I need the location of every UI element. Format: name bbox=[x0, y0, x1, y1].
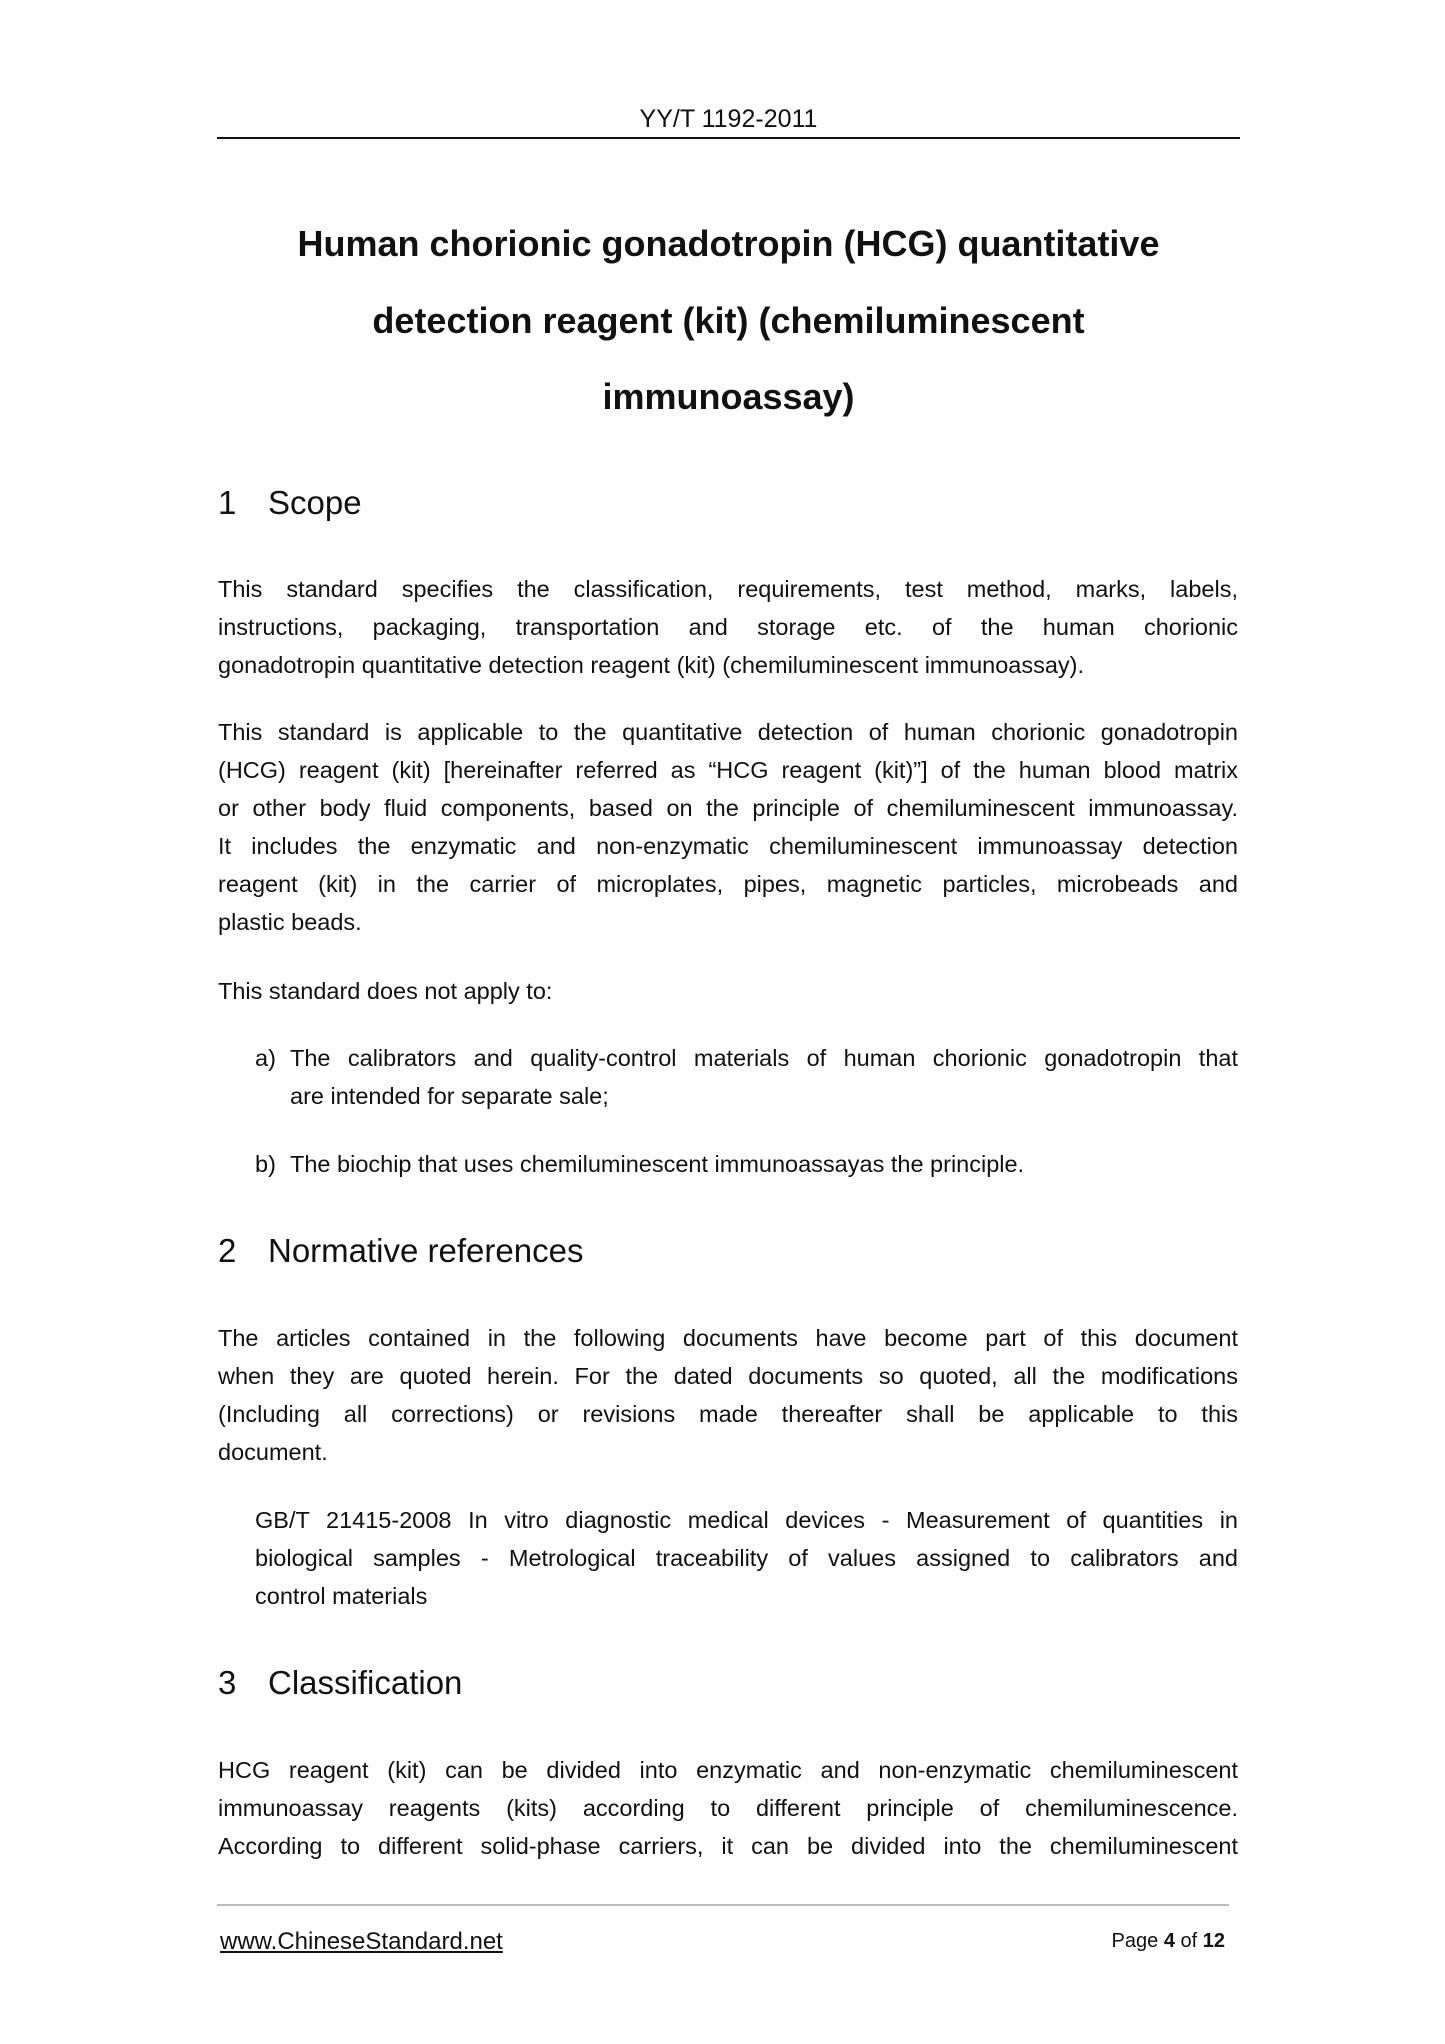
scope-paragraph-2 bbox=[218, 713, 1238, 941]
text-line: (Including all corrections) or revisions made thereafter shall be applicable to this bbox=[218, 1401, 1238, 1427]
section-number: 2 bbox=[218, 1232, 237, 1269]
text-line: immunoassay reagents (kits) according to different principle of chemiluminescence. bbox=[218, 1795, 1238, 1821]
reference-gbt-21415 bbox=[255, 1501, 1238, 1615]
exclusion-item-a bbox=[255, 1039, 1238, 1115]
text-line: This standard does not apply to: bbox=[218, 978, 553, 1004]
header-doc-id: YY/T 1192-2011 bbox=[639, 105, 818, 133]
total-pages: 12 bbox=[1202, 1930, 1225, 1952]
document-title-line-3: immunoassay) bbox=[602, 376, 855, 417]
text-line: document. bbox=[218, 1439, 328, 1465]
text-line: when they are quoted herein. For the dated documents so quoted, all the modifications bbox=[218, 1363, 1238, 1389]
text-line: plastic beads. bbox=[218, 909, 362, 935]
page-indicator bbox=[1112, 1930, 1225, 1953]
section-heading-classification bbox=[218, 1663, 462, 1703]
section-heading-normative-references bbox=[218, 1231, 583, 1271]
of-word: of bbox=[1180, 1930, 1198, 1952]
text-line: reagent (kit) in the carrier of microplates, pipes, magnetic particles, microbeads and bbox=[218, 871, 1238, 897]
classification-paragraph bbox=[218, 1751, 1238, 1865]
section-number: 1 bbox=[218, 484, 237, 521]
text-line: The articles contained in the following documents have become part of this document bbox=[218, 1325, 1238, 1351]
section-title: Normative references bbox=[268, 1232, 584, 1269]
list-marker: b) bbox=[255, 1151, 276, 1177]
document-title-line-1: Human chorionic gonadotropin (HCG) quantitative bbox=[297, 223, 1160, 264]
text-line: The calibrators and quality-control materials of human chorionic gonadotropin that bbox=[290, 1045, 1238, 1071]
current-page: 4 bbox=[1163, 1930, 1175, 1952]
text-line: biological samples - Metrological traceability of values assigned to calibrators and bbox=[255, 1545, 1238, 1571]
scope-paragraph-1 bbox=[218, 570, 1238, 684]
text-line: According to different solid-phase carriers, it can be divided into the chemiluminescent bbox=[218, 1833, 1238, 1859]
exclusion-item-b bbox=[255, 1145, 1238, 1183]
section-title: Scope bbox=[268, 484, 362, 521]
text-line: (HCG) reagent (kit) [hereinafter referred as “HCG reagent (kit)”] of the human blood matrix bbox=[218, 757, 1238, 783]
text-line: It includes the enzymatic and non-enzymatic chemiluminescent immunoassay detection bbox=[218, 833, 1238, 859]
text-line: control materials bbox=[255, 1583, 428, 1609]
text-line: This standard is applicable to the quantitative detection of human chorionic gonadotropin bbox=[218, 719, 1238, 745]
text-line: This standard specifies the classification, requirements, test method, marks, labels, bbox=[218, 576, 1238, 602]
section-heading-scope bbox=[218, 483, 362, 523]
section-number: 3 bbox=[218, 1664, 237, 1701]
normative-paragraph bbox=[218, 1319, 1238, 1471]
text-line: HCG reagent (kit) can be divided into enzymatic and non-enzymatic chemiluminescent bbox=[218, 1757, 1238, 1783]
header-divider bbox=[217, 137, 1240, 139]
text-line: are intended for separate sale; bbox=[290, 1083, 609, 1109]
list-marker: a) bbox=[255, 1045, 276, 1071]
text-line: or other body fluid components, based on the principle of chemiluminescent immunoassay. bbox=[218, 795, 1238, 821]
text-line: GB/T 21415-2008 In vitro diagnostic medical devices - Measurement of quantities in bbox=[255, 1507, 1238, 1533]
text-line: gonadotropin quantitative detection reagent (kit) (chemiluminescent immunoassay). bbox=[218, 652, 1085, 678]
page-word: Page bbox=[1111, 1930, 1159, 1952]
scope-paragraph-3 bbox=[218, 972, 1238, 1010]
text-line: The biochip that uses chemiluminescent immunoassayas the principle. bbox=[290, 1151, 1025, 1177]
document-title-line-2: detection reagent (kit) (chemiluminescent bbox=[372, 300, 1085, 341]
footer-website-link[interactable]: www.ChineseStandard.net bbox=[220, 1928, 503, 1955]
footer-divider bbox=[217, 1904, 1229, 1906]
text-line: instructions, packaging, transportation and storage etc. of the human chorionic bbox=[218, 614, 1238, 640]
section-title: Classification bbox=[268, 1664, 463, 1701]
